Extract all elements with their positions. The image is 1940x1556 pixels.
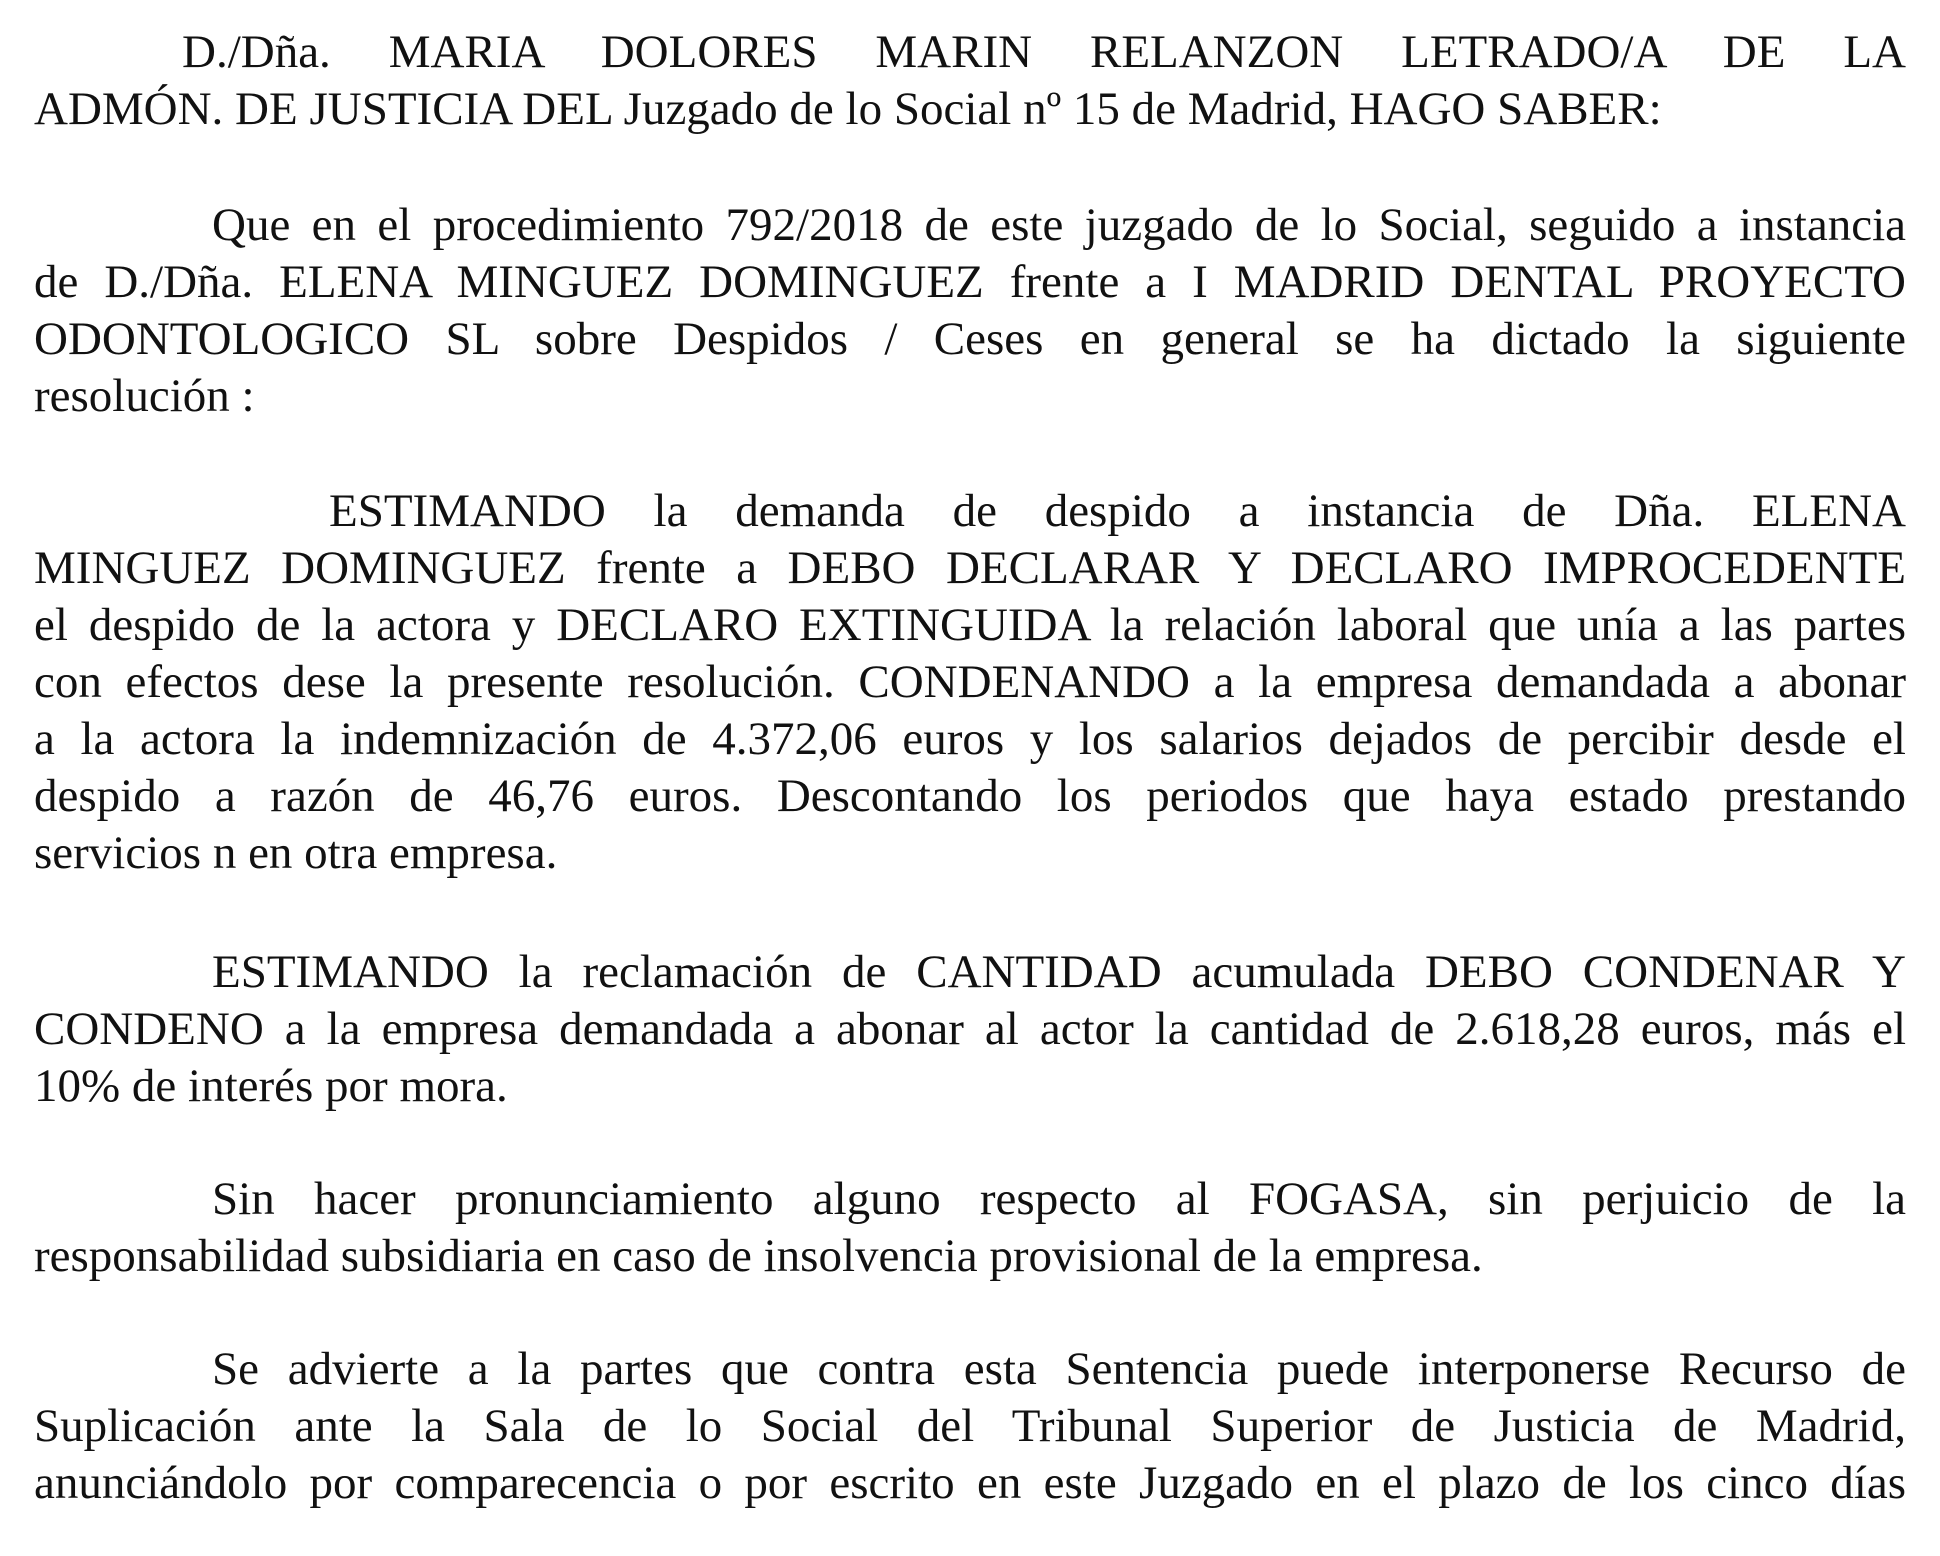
text-line: resolución : — [34, 370, 255, 422]
text-line: 10% de interés por mora. — [34, 1060, 508, 1112]
text-line: despido a razón de 46,76 euros. Descontando los periodos que haya estado prestando — [34, 770, 1906, 822]
text-line: el despido de la actora y DECLARO EXTINGUIDA la relación laboral que unía a las partes — [34, 599, 1906, 651]
paragraph-appeal-notice — [34, 1341, 1906, 1512]
paragraph-ruling-dismissal — [34, 483, 1906, 882]
text-line: con efectos dese la presente resolución. CONDENANDO a la empresa demandada a abonar — [34, 656, 1906, 708]
text-line: responsabilidad subsidiaria en caso de insolvencia provisional de la empresa. — [34, 1230, 1483, 1282]
text-line: ADMÓN. DE JUSTICIA DEL Juzgado de lo Social nº 15 de Madrid, HAGO SABER: — [34, 83, 1662, 135]
text-line: Sin hacer pronunciamiento alguno respecto al FOGASA, sin perjuicio de la — [212, 1173, 1906, 1225]
text-line: ESTIMANDO la demanda de despido a instancia de Dña. ELENA — [329, 485, 1906, 537]
text-line: ODONTOLOGICO SL sobre Despidos / Ceses en general se ha dictado la siguiente — [34, 313, 1906, 365]
text-line: ESTIMANDO la reclamación de CANTIDAD acumulada DEBO CONDENAR Y — [212, 946, 1906, 998]
text-line: a la actora la indemnización de 4.372,06 euros y los salarios dejados de percibir desde el — [34, 713, 1906, 765]
text-line: MINGUEZ DOMINGUEZ frente a DEBO DECLARAR Y DECLARO IMPROCEDENTE — [34, 542, 1906, 594]
paragraph-ruling-amount — [34, 944, 1906, 1115]
text-line: de D./Dña. ELENA MINGUEZ DOMINGUEZ frente a I MADRID DENTAL PROYECTO — [34, 256, 1906, 308]
text-line: Que en el procedimiento 792/2018 de este juzgado de lo Social, seguido a instancia — [212, 199, 1906, 251]
paragraph-notification-header — [34, 24, 1906, 138]
text-line: D./Dña. MARIA DOLORES MARIN RELANZON LETRADO/A DE LA — [182, 26, 1906, 78]
text-line: servicios n en otra empresa. — [34, 827, 558, 879]
text-line: CONDENO a la empresa demandada a abonar al actor la cantidad de 2.618,28 euros, más el — [34, 1003, 1906, 1055]
text-line: Suplicación ante la Sala de lo Social del Tribunal Superior de Justicia de Madrid, — [34, 1400, 1906, 1452]
text-line: anunciándolo por comparecencia o por escrito en este Juzgado en el plazo de los cinco días — [34, 1457, 1906, 1509]
paragraph-fogasa — [34, 1171, 1906, 1285]
text-line: Se advierte a la partes que contra esta Sentencia puede interponerse Recurso de — [212, 1343, 1906, 1395]
paragraph-procedure — [34, 197, 1906, 425]
